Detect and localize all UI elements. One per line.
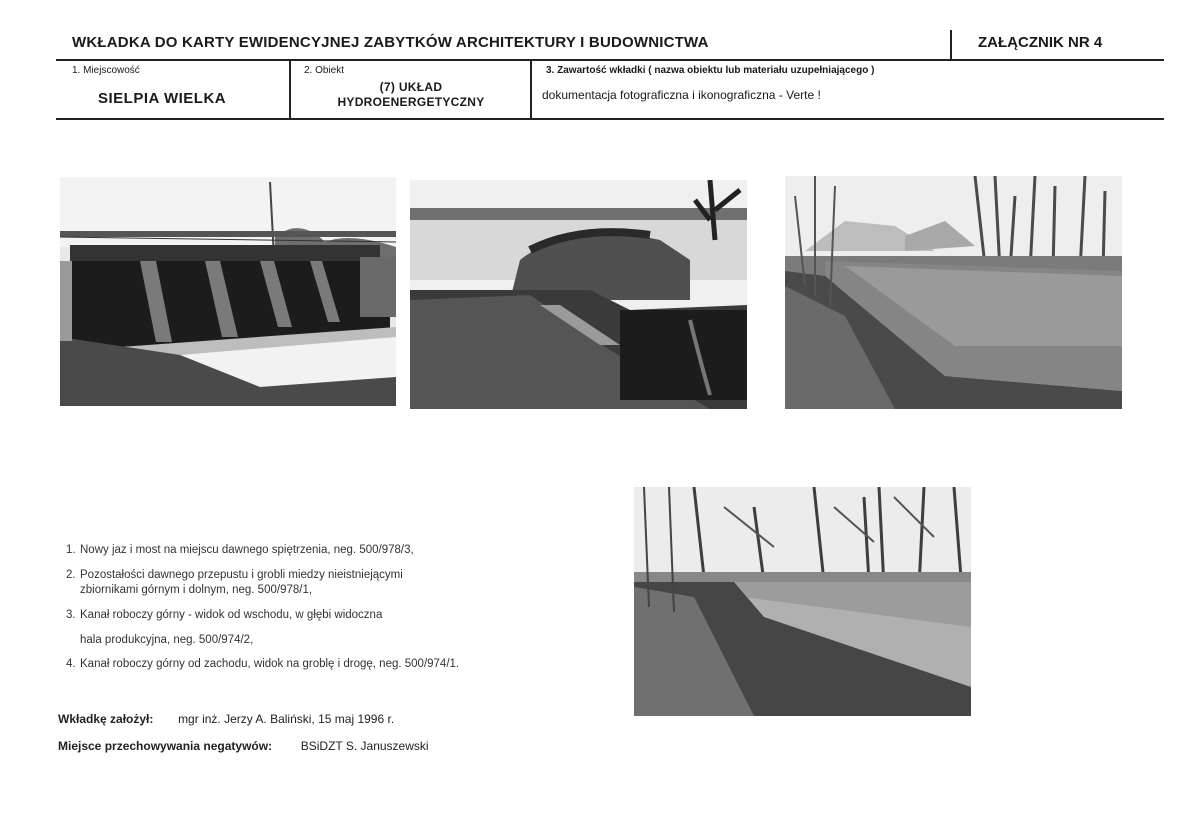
caption-3 [66,608,382,648]
storage-row [58,739,429,753]
content-value: dokumentacja fotograficzna i ikonograficzna - Verte ! [542,88,821,102]
founded-value: mgr inż. Jerzy A. Baliński, 15 maj 1996 r. [178,712,395,726]
storage-label: Miejsce przechowywania negatywów: [58,739,273,753]
annex-number: ZAŁĄCZNIK NR 4 [978,34,1103,51]
photo-canal-west [634,487,971,716]
caption-2 [66,568,403,598]
locality-value: SIELPIA WIELKA [98,90,227,107]
caption-3-text-line2: hala produkcyjna, neg. 500/974/2, [80,634,254,646]
header-rule-bottom [56,118,1164,120]
caption-2-number: 2. [66,569,76,581]
object-label: 2. Obiekt [304,65,345,76]
caption-3-text-line1: Kanał roboczy górny - widok od wschodu, w głębi widoczna [80,609,383,621]
storage-value: BSiDZT S. Januszewski [300,739,429,753]
caption-1-number: 1. [66,544,76,556]
field-divider-1 [289,60,291,120]
founded-label: Wkładkę założył: [58,712,154,726]
caption-2-text-line1: Pozostałości dawnego przepustu i grobli miedzy nieistniejącymi [80,569,403,581]
caption-4-number: 4. [66,658,76,670]
caption-1-text: Nowy jaz i most na miejscu dawnego spiętrzenia, neg. 500/978/3, [80,544,414,556]
document-title: WKŁADKA DO KARTY EWIDENCYJNEJ ZABYTKÓW ARCHITEKTURY I BUDOWNICTWA [72,34,709,51]
field-divider-2 [530,60,532,120]
caption-2-text-line2: zbiornikami górnym i dolnym, neg. 500/978/1, [80,584,313,596]
caption-4-text: Kanał roboczy górny od zachodu, widok na groblę i drogę, neg. 500/974/1. [80,658,460,670]
founded-row [58,712,394,726]
caption-3-number: 3. [66,609,76,621]
caption-4 [66,657,459,672]
photo-weir-bridge [60,177,396,406]
object-value-line2: HYDROENERGETYCZNY [337,95,485,109]
header-rule-top [56,59,1164,61]
locality-label: 1. Miejscowość [72,65,140,76]
photo-canal-east [785,176,1122,409]
object-value [292,80,530,110]
content-label: 3. Zawartość wkładki ( nazwa obiektu lub materiału uzupełniającego ) [546,65,875,76]
header-divider [950,30,952,60]
object-value-line1: (7) UKŁAD [379,80,443,94]
photo-culvert-dike [410,180,747,409]
caption-1 [66,543,414,558]
